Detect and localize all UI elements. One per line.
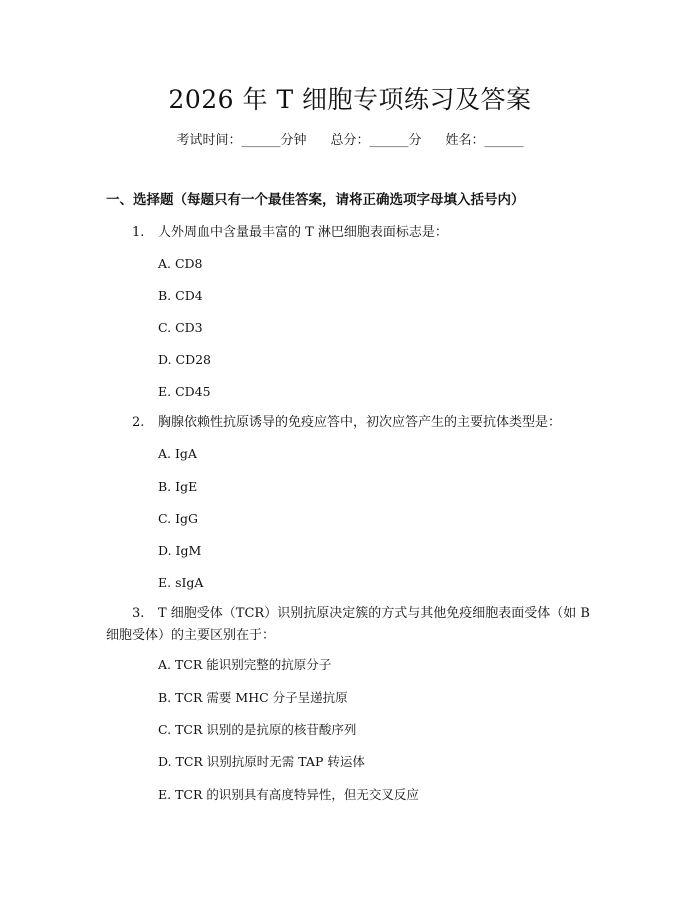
question-1-option-a: A. CD8 (158, 256, 203, 271)
question-2 (106, 412, 606, 434)
question-3-option-e: E. TCR 的识别具有高度特异性，但无交叉反应 (158, 787, 419, 802)
question-1-option-e: E. CD45 (158, 384, 211, 399)
question-number: 1. (132, 225, 145, 240)
question-number: 3. (132, 606, 145, 621)
question-3 (106, 603, 606, 647)
question-1-option-b: B. CD4 (158, 288, 203, 303)
total-score-field: 总分：______分 (330, 133, 422, 148)
exam-time-field: 考试时间：______分钟 (176, 133, 307, 148)
question-text: 胸腺依赖性抗原诱导的免疫应答中，初次应答产生的主要抗体类型是： (158, 415, 562, 430)
question-text: 人外周血中含量最丰富的 T 淋巴细胞表面标志是： (158, 225, 448, 240)
section-heading: 一、选择题（每题只有一个最佳答案，请将正确选项字母填入括号内） (106, 192, 525, 208)
question-2-option-b: B. IgE (158, 479, 198, 494)
question-3-option-d: D. TCR 识别抗原时无需 TAP 转运体 (158, 754, 365, 769)
exam-info-line (0, 131, 700, 151)
question-1-option-c: C. CD3 (158, 320, 203, 335)
question-text: T 细胞受体（TCR）识别抗原决定簇的方式与其他免疫细胞表面受体（如 B 细胞受体）的主要区别在于： (106, 606, 590, 643)
document-title: 2026 年 T 细胞专项练习及答案 (168, 85, 532, 114)
question-1-option-d: D. CD28 (158, 352, 212, 367)
question-1 (106, 222, 606, 244)
student-name-field: 姓名：______ (445, 133, 524, 148)
question-2-option-e: E. sIgA (158, 575, 204, 590)
question-2-option-d: D. IgM (158, 543, 202, 558)
question-2-option-a: A. IgA (158, 446, 197, 461)
question-3-option-b: B. TCR 需要 MHC 分子呈递抗原 (158, 690, 348, 705)
question-2-option-c: C. IgG (158, 511, 198, 526)
question-3-option-c: C. TCR 识别的是抗原的核苷酸序列 (158, 722, 357, 737)
question-3-option-a: A. TCR 能识别完整的抗原分子 (158, 657, 332, 672)
question-number: 2. (132, 415, 145, 430)
